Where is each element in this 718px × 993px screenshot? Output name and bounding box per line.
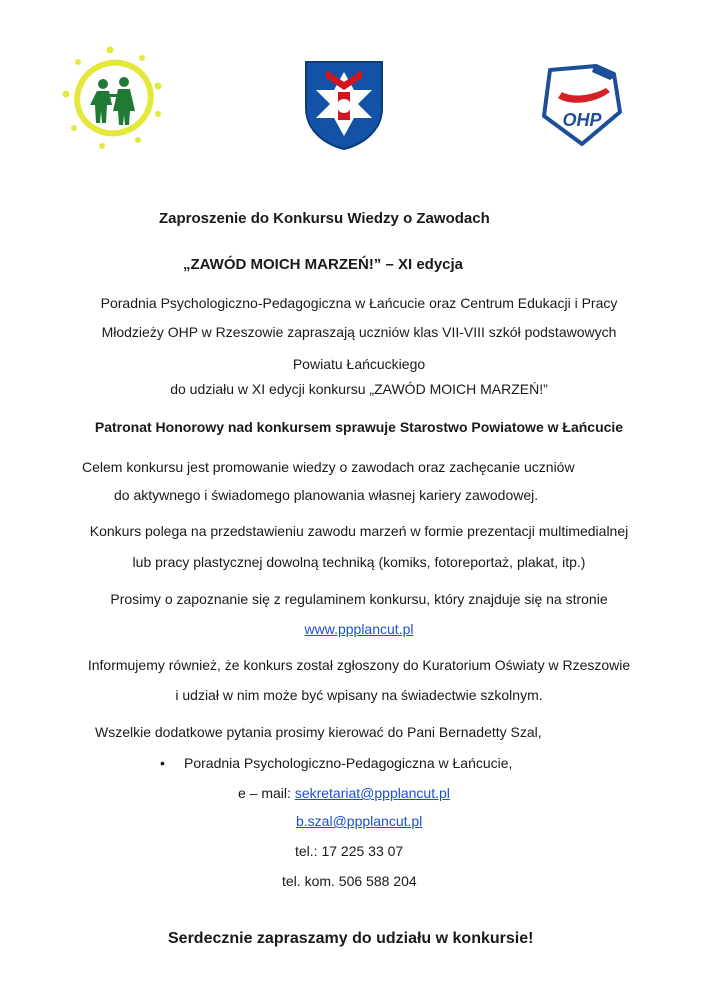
phone: tel.: 17 225 33 07 — [295, 843, 404, 859]
regulations-text: Prosimy o zapoznanie się z regulaminem konkursu, który znajduje się na stronie — [110, 591, 608, 607]
info-line-2: i udział w nim może być wpisany na świadectwie szkolnym. — [175, 687, 543, 703]
intro-line-1: Poradnia Psychologiczno-Pedagogiczna w Łańcucie oraz Centrum Edukacji i Pracy — [100, 295, 618, 311]
regulations-link-row — [0, 620, 718, 638]
closing-invitation: Serdecznie zapraszamy do udziału w konkursie! — [168, 930, 534, 947]
coat-of-arms — [304, 60, 384, 150]
info-line-1: Informujemy również, że konkurs został zgłoszony do Kuratorium Oświaty w Rzeszowie — [87, 657, 631, 673]
mobile-phone: tel. kom. 506 588 204 — [282, 873, 417, 889]
ohp-logo — [536, 64, 628, 146]
invitation-title: Zaproszenie do Konkursu Wiedzy o Zawodach — [159, 210, 490, 227]
intro-line-2: Młodzieży OHP w Rzeszowie zapraszają uczniów klas VII-VIII szkół podstawowych — [101, 324, 617, 340]
goal-line-2: do aktywnego i świadomego planowania własnej kariery zawodowej. — [114, 487, 539, 503]
contest-name-edition: „ZAWÓD MOICH MARZEŃ!” – XI edycja — [183, 256, 464, 273]
intro-line-3: Powiatu Łańcuckiego — [292, 356, 426, 372]
email-row-1 — [238, 784, 450, 802]
rules-line-1: Konkurs polega na przedstawieniu zawodu marzeń w formie prezentacji multimedialnej — [89, 523, 629, 539]
email-link-secretariat[interactable]: sekretariat@ppplancut.pl — [294, 785, 450, 801]
svg-text:OHP: OHP — [562, 110, 602, 130]
email-row-2 — [296, 812, 422, 830]
patronage: Patronat Honorowy nad konkursem sprawuje Starostwo Powiatowe w Łańcucie — [94, 419, 624, 435]
contact-bullet — [160, 754, 512, 772]
goal-line-1: Celem konkursu jest promowanie wiedzy o zawodach oraz zachęcanie uczniów — [82, 459, 575, 475]
website-link[interactable]: www.ppplancut.pl — [304, 621, 414, 637]
bullet-icon: • — [160, 755, 165, 771]
email-link-bszal[interactable]: b.szal@ppplancut.pl — [296, 813, 423, 829]
email-label: e – mail: — [238, 785, 295, 801]
bullet-text: Poradnia Psychologiczno-Pedagogiczna w Łańcucie, — [184, 755, 513, 771]
contact-intro: Wszelkie dodatkowe pytania prosimy kierować do Pani Bernadetty Szal, — [95, 724, 542, 740]
sun-children-logo — [58, 44, 170, 152]
intro-line-4: do udziału w XI edycji konkursu „ZAWÓD MOICH MARZEŃ!” — [170, 381, 548, 397]
rules-line-2: lub pracy plastycznej dowolną techniką (komiks, fotoreportaż, plakat, itp.) — [132, 554, 586, 570]
